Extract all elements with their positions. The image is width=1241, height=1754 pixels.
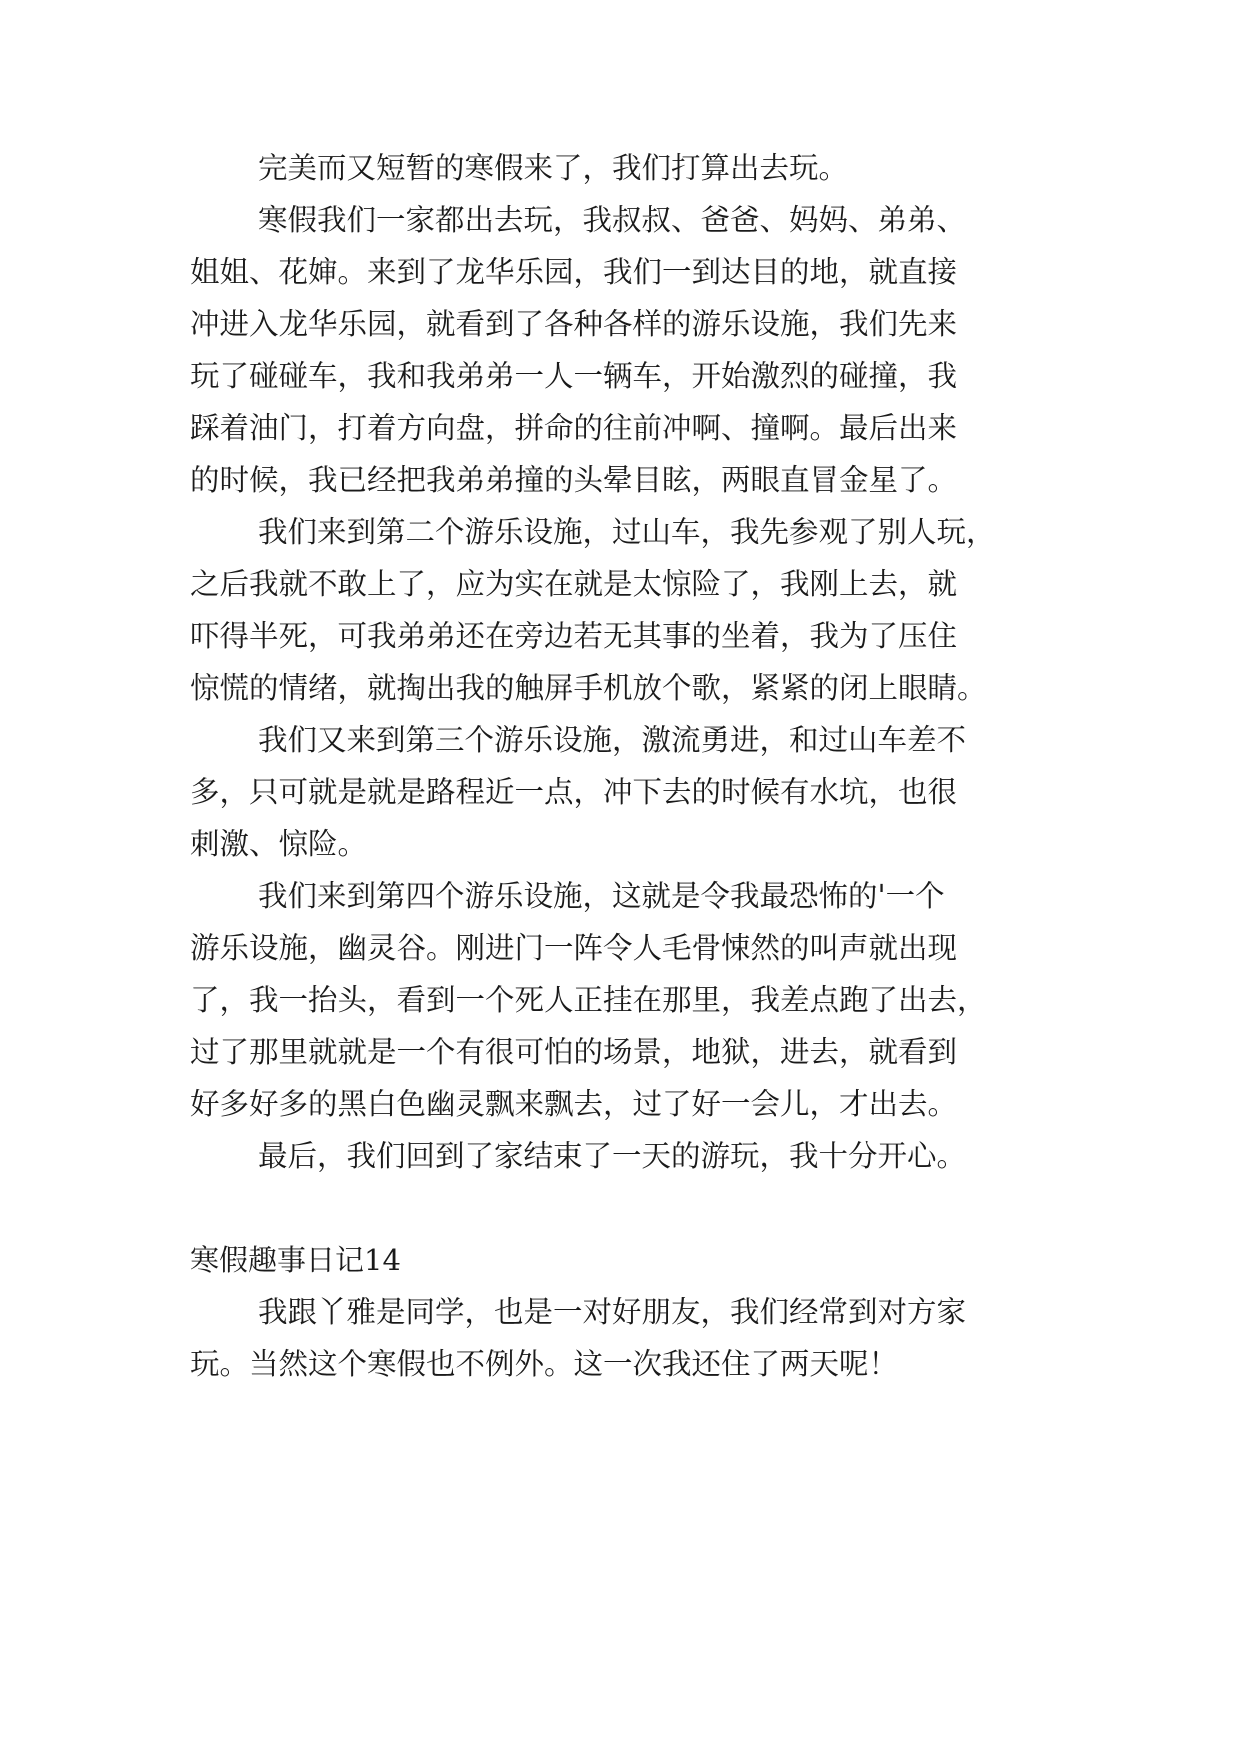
text-line: 我们来到第四个游乐设施，这就是令我最恐怖的'一个 [258,879,945,913]
text-line: 最后，我们回到了家结束了一天的游玩，我十分开心。 [258,1139,967,1173]
text-line: 我们又来到第三个游乐设施，激流勇进，和过山车差不 [258,723,967,757]
section-heading: 寒假趣事日记14 [190,1243,401,1277]
text-line: 多，只可就是就是路程近一点，冲下去的时候有水坑，也很 [190,775,958,809]
text-line: 踩着油门，打着方向盘，拼命的往前冲啊、撞啊。最后出来 [190,411,958,445]
text-line: 过了那里就就是一个有很可怕的场景，地狱，进去，就看到 [190,1035,958,1069]
text-line: 的时候，我已经把我弟弟撞的头晕目眩，两眼直冒金星了。 [190,463,958,497]
text-line: 游乐设施，幽灵谷。刚进门一阵令人毛骨悚然的叫声就出现 [190,931,958,965]
text-line: 之后我就不敢上了，应为实在就是太惊险了，我刚上去，就 [190,567,958,601]
text-line: 玩了碰碰车，我和我弟弟一人一辆车，开始激烈的碰撞，我 [190,359,958,393]
text-line: 我跟丫雅是同学，也是一对好朋友，我们经常到对方家 [258,1295,967,1329]
text-line: 惊慌的情绪，就掏出我的触屏手机放个歌，紧紧的闭上眼睛。 [190,671,987,705]
text-line: 冲进入龙华乐园，就看到了各种各样的游乐设施，我们先来 [190,307,958,341]
text-line: 好多好多的黑白色幽灵飘来飘去，过了好一会儿，才出去。 [190,1087,958,1121]
text-line: 完美而又短暂的寒假来了，我们打算出去玩。 [258,151,849,185]
text-line: 姐姐、花婶。来到了龙华乐园，我们一到达目的地，就直接 [190,255,958,289]
text-line: 寒假我们一家都出去玩，我叔叔、爸爸、妈妈、弟弟、 [258,203,967,237]
text-line: 我们来到第二个游乐设施，过山车，我先参观了别人玩， [258,515,996,549]
text-line: 了，我一抬头，看到一个死人正挂在那里，我差点跑了出去， [190,983,987,1017]
text-line: 刺激、惊险。 [190,827,368,861]
text-line: 玩。当然这个寒假也不例外。这一次我还住了两天呢！ [190,1347,899,1381]
text-line: 吓得半死，可我弟弟还在旁边若无其事的坐着，我为了压住 [190,619,958,653]
